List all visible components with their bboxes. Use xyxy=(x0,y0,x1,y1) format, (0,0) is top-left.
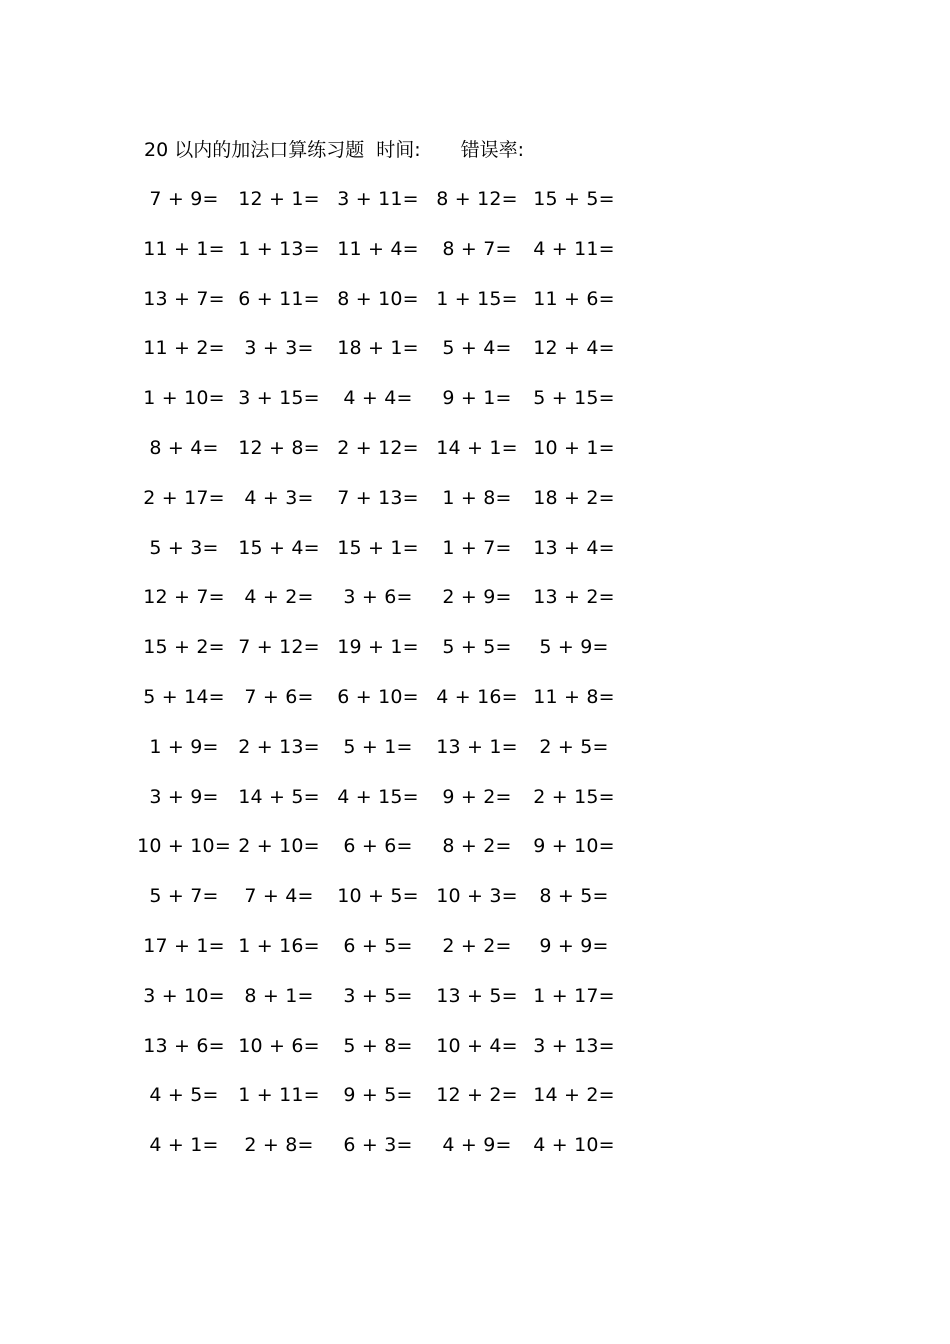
worksheet-header xyxy=(144,136,524,164)
problem-item: 8 + 7= xyxy=(442,237,512,260)
problem-row xyxy=(0,484,950,534)
problem-item: 5 + 14= xyxy=(143,685,225,708)
problem-item: 8 + 4= xyxy=(149,436,219,459)
problem-item: 10 + 1= xyxy=(533,436,615,459)
problem-item: 11 + 1= xyxy=(143,237,225,260)
problem-item: 1 + 7= xyxy=(442,536,512,559)
problem-item: 1 + 16= xyxy=(238,934,320,957)
problem-row xyxy=(0,1032,950,1082)
problem-item: 7 + 4= xyxy=(244,885,314,908)
problem-item: 9 + 10= xyxy=(533,835,615,858)
problem-item: 10 + 10= xyxy=(137,835,231,858)
problem-item: 1 + 10= xyxy=(143,387,225,410)
problem-item: 6 + 3= xyxy=(343,1134,413,1157)
problem-row xyxy=(0,882,950,932)
problem-item: 11 + 4= xyxy=(337,237,419,260)
problem-item: 3 + 6= xyxy=(343,586,413,609)
problem-item: 7 + 13= xyxy=(337,486,419,509)
problem-item: 4 + 11= xyxy=(533,237,615,260)
problem-item: 12 + 2= xyxy=(436,1084,518,1107)
problem-item: 2 + 8= xyxy=(244,1134,314,1157)
problem-item: 15 + 5= xyxy=(533,188,615,210)
problem-item: 18 + 1= xyxy=(337,337,419,360)
problem-item: 6 + 10= xyxy=(337,685,419,708)
problem-item: 10 + 5= xyxy=(337,885,419,908)
problem-item: 12 + 4= xyxy=(533,337,615,360)
problem-item: 4 + 16= xyxy=(436,685,518,708)
problem-item: 2 + 13= xyxy=(238,735,320,758)
problem-item: 8 + 12= xyxy=(436,188,518,210)
problem-item: 3 + 13= xyxy=(533,1034,615,1057)
problem-row xyxy=(0,683,950,733)
problem-item: 12 + 7= xyxy=(143,586,225,609)
problem-item: 17 + 1= xyxy=(143,934,225,957)
problem-item: 9 + 9= xyxy=(539,934,609,957)
problem-item: 4 + 2= xyxy=(244,586,314,609)
problem-row xyxy=(0,1081,950,1131)
problem-row xyxy=(0,982,950,1032)
problem-item: 8 + 5= xyxy=(539,885,609,908)
problem-item: 5 + 7= xyxy=(149,885,219,908)
problem-item: 7 + 9= xyxy=(149,188,219,210)
problem-item: 6 + 5= xyxy=(343,934,413,957)
problem-item: 1 + 9= xyxy=(149,735,219,758)
problem-row xyxy=(0,1131,950,1181)
problem-item: 15 + 2= xyxy=(143,636,225,659)
problem-item: 13 + 2= xyxy=(533,586,615,609)
problem-item: 3 + 15= xyxy=(238,387,320,410)
problem-row xyxy=(0,434,950,484)
problem-item: 6 + 11= xyxy=(238,287,320,310)
problem-item: 4 + 4= xyxy=(343,387,413,410)
problem-item: 7 + 6= xyxy=(244,685,314,708)
problem-item: 5 + 3= xyxy=(149,536,219,559)
problem-item: 5 + 8= xyxy=(343,1034,413,1057)
problem-item: 2 + 15= xyxy=(533,785,615,808)
problem-item: 4 + 9= xyxy=(442,1134,512,1157)
error-rate-label: 错误率: xyxy=(460,139,525,161)
problem-item: 2 + 17= xyxy=(143,486,225,509)
problem-row xyxy=(0,932,950,982)
problem-item: 1 + 13= xyxy=(238,237,320,260)
problem-item: 13 + 4= xyxy=(533,536,615,559)
problem-grid xyxy=(0,185,950,1181)
problem-item: 9 + 2= xyxy=(442,785,512,808)
problem-item: 13 + 5= xyxy=(436,984,518,1007)
problem-item: 3 + 9= xyxy=(149,785,219,808)
problem-item: 1 + 8= xyxy=(442,486,512,509)
time-label: 时间: xyxy=(376,139,421,161)
problem-item: 14 + 5= xyxy=(238,785,320,808)
problem-item: 13 + 6= xyxy=(143,1034,225,1057)
problem-item: 14 + 2= xyxy=(533,1084,615,1107)
problem-item: 1 + 11= xyxy=(238,1084,320,1107)
problem-item: 9 + 5= xyxy=(343,1084,413,1107)
problem-item: 13 + 1= xyxy=(436,735,518,758)
problem-item: 12 + 8= xyxy=(238,436,320,459)
problem-item: 5 + 5= xyxy=(442,636,512,659)
problem-row xyxy=(0,583,950,633)
problem-item: 1 + 15= xyxy=(436,287,518,310)
problem-row xyxy=(0,185,950,235)
problem-item: 18 + 2= xyxy=(533,486,615,509)
problem-item: 4 + 5= xyxy=(149,1084,219,1107)
problem-item: 2 + 5= xyxy=(539,735,609,758)
problem-item: 10 + 3= xyxy=(436,885,518,908)
problem-item: 6 + 6= xyxy=(343,835,413,858)
problem-item: 2 + 9= xyxy=(442,586,512,609)
problem-row xyxy=(0,534,950,584)
problem-row xyxy=(0,334,950,384)
problem-row xyxy=(0,384,950,434)
problem-row xyxy=(0,633,950,683)
problem-item: 11 + 6= xyxy=(533,287,615,310)
problem-item: 4 + 1= xyxy=(149,1134,219,1157)
problem-item: 2 + 2= xyxy=(442,934,512,957)
problem-row xyxy=(0,235,950,285)
worksheet-title: 20 以内的加法口算练习题 xyxy=(144,139,365,161)
problem-item: 10 + 6= xyxy=(238,1034,320,1057)
problem-item: 3 + 11= xyxy=(337,188,419,210)
problem-item: 1 + 17= xyxy=(533,984,615,1007)
problem-row xyxy=(0,733,950,783)
problem-item: 15 + 1= xyxy=(337,536,419,559)
problem-item: 8 + 1= xyxy=(244,984,314,1007)
problem-item: 19 + 1= xyxy=(337,636,419,659)
problem-item: 4 + 3= xyxy=(244,486,314,509)
problem-item: 13 + 7= xyxy=(143,287,225,310)
problem-item: 2 + 12= xyxy=(337,436,419,459)
problem-item: 4 + 10= xyxy=(533,1134,615,1157)
problem-item: 4 + 15= xyxy=(337,785,419,808)
problem-item: 5 + 9= xyxy=(539,636,609,659)
problem-item: 11 + 2= xyxy=(143,337,225,360)
problem-item: 3 + 3= xyxy=(244,337,314,360)
problem-item: 15 + 4= xyxy=(238,536,320,559)
problem-item: 10 + 4= xyxy=(436,1034,518,1057)
problem-item: 8 + 2= xyxy=(442,835,512,858)
problem-item: 14 + 1= xyxy=(436,436,518,459)
problem-item: 3 + 10= xyxy=(143,984,225,1007)
problem-item: 11 + 8= xyxy=(533,685,615,708)
problem-item: 3 + 5= xyxy=(343,984,413,1007)
problem-item: 7 + 12= xyxy=(238,636,320,659)
problem-row xyxy=(0,783,950,833)
problem-item: 12 + 1= xyxy=(238,188,320,210)
problem-item: 5 + 4= xyxy=(442,337,512,360)
problem-item: 9 + 1= xyxy=(442,387,512,410)
problem-item: 5 + 15= xyxy=(533,387,615,410)
problem-row xyxy=(0,832,950,882)
problem-item: 5 + 1= xyxy=(343,735,413,758)
problem-row xyxy=(0,285,950,335)
problem-item: 2 + 10= xyxy=(238,835,320,858)
problem-item: 8 + 10= xyxy=(337,287,419,310)
